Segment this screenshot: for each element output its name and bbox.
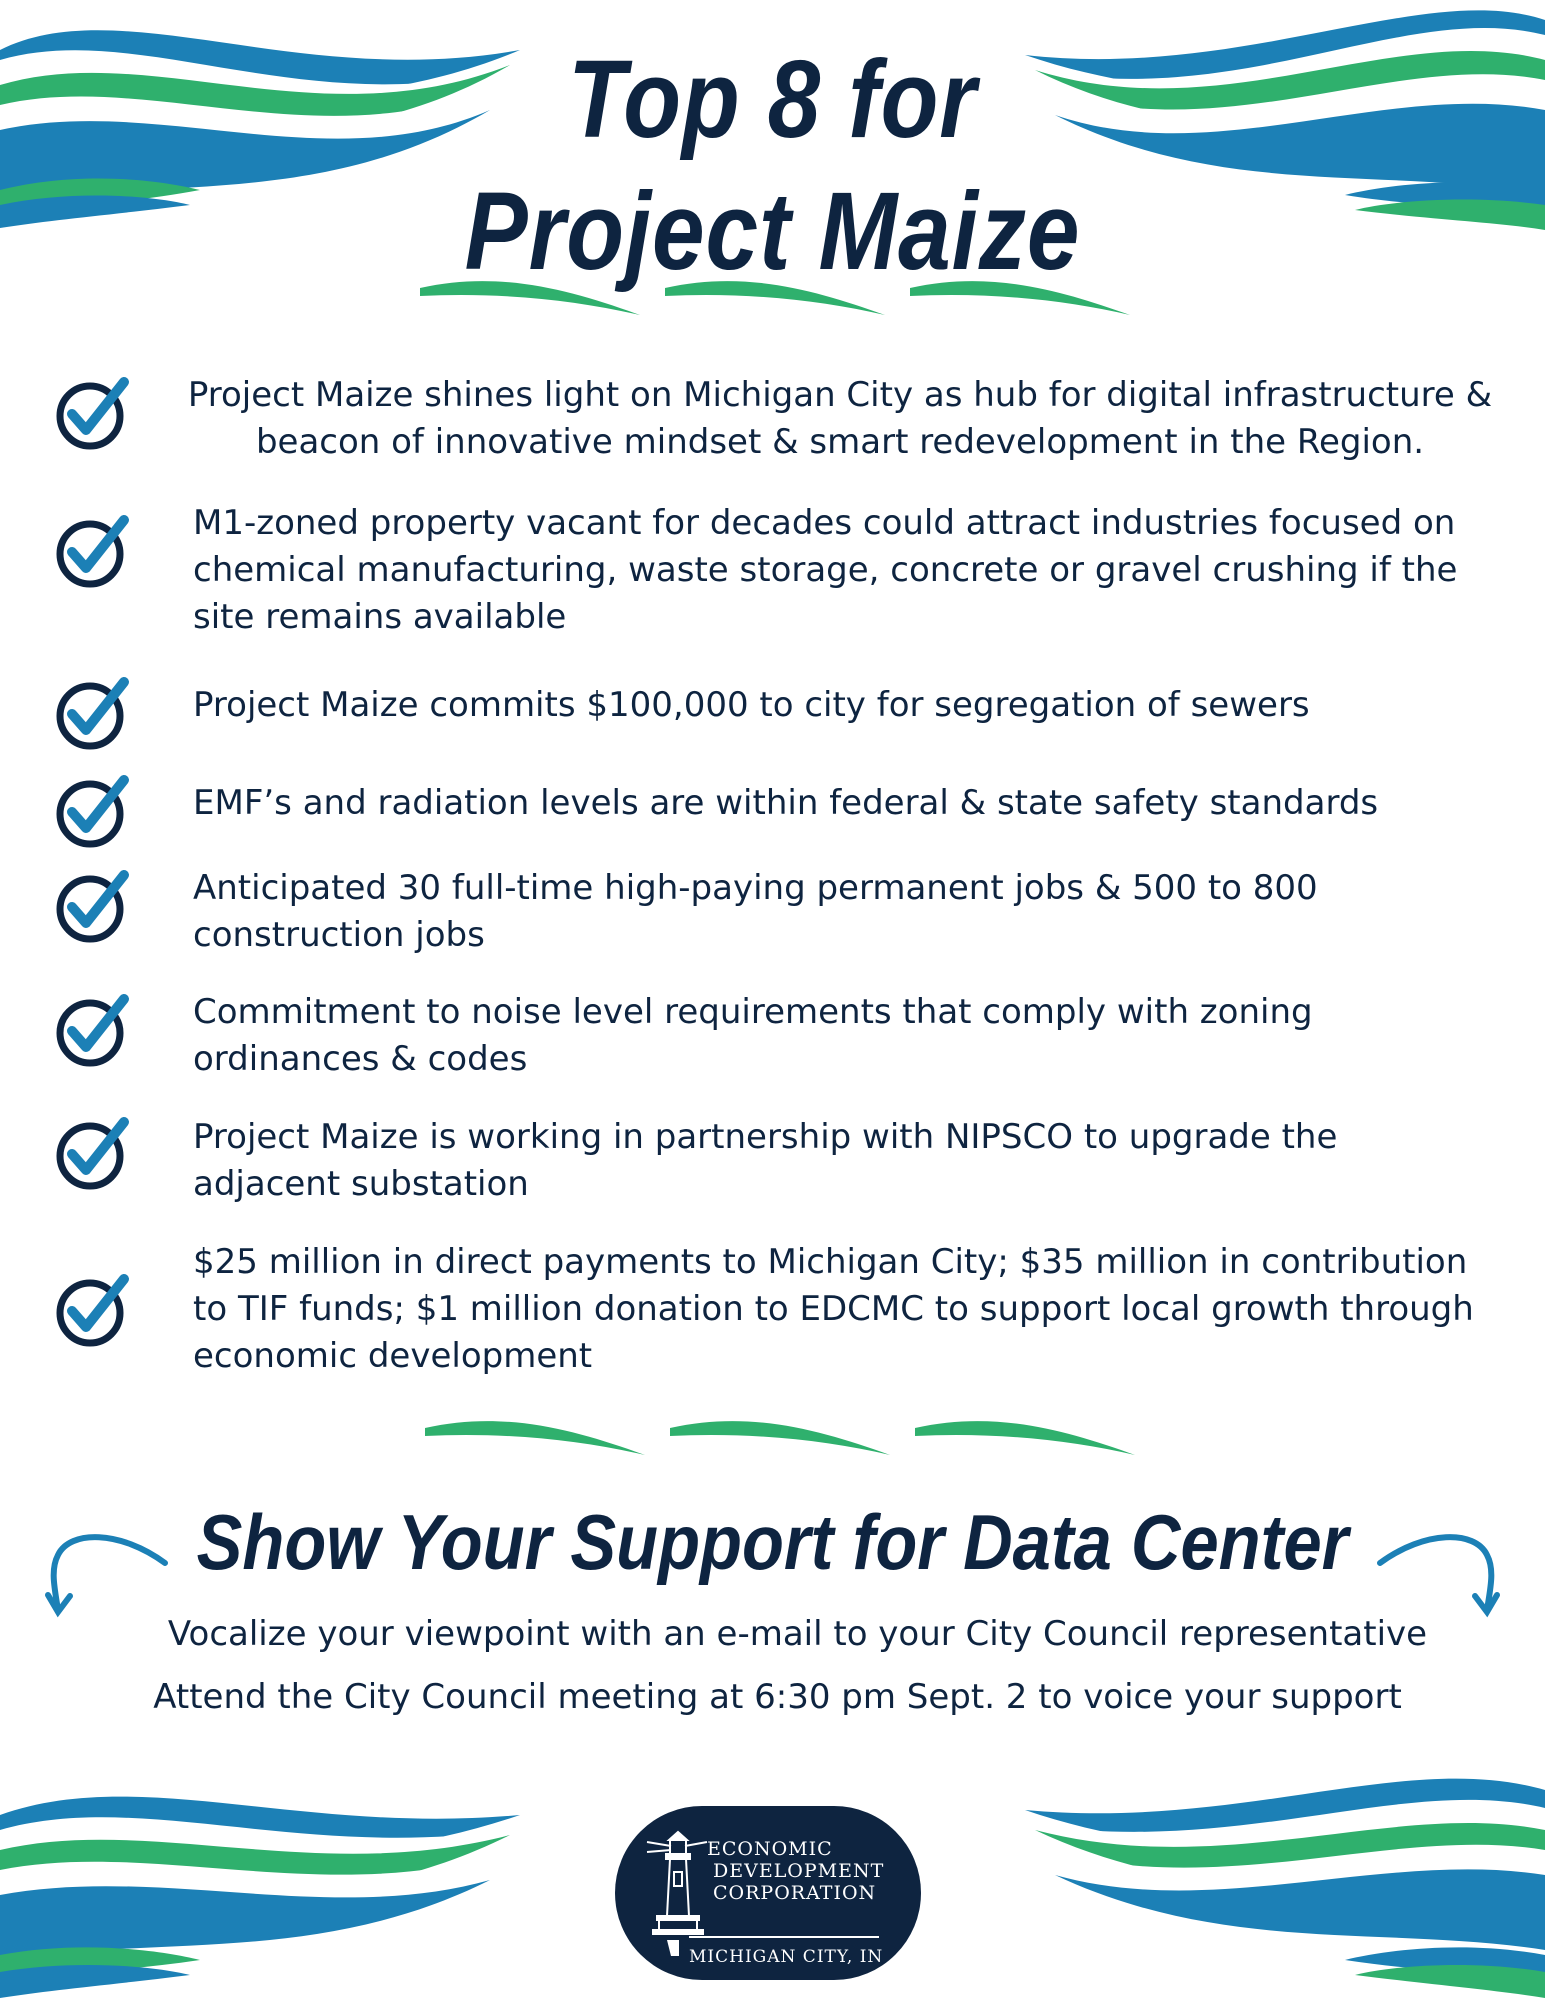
logo-divider — [689, 1936, 879, 1938]
list-item-text: $25 million in direct payments to Michigan City; $35 million in contribution to TIF funds; $1 million donation to EDCMC to support local growth through economic development — [193, 1242, 1474, 1376]
list-item-text: Anticipated 30 full-time high-paying permanent jobs & 500 to 800 construction jobs — [193, 868, 1318, 955]
list-item-text: EMF’s and radiation levels are within federal & state safety standards — [193, 783, 1379, 823]
page-title-line1: Top 8 for — [568, 38, 977, 161]
wave-bottom-left — [0, 1797, 520, 1998]
list-item-text: Project Maize commits $100,000 to city for segregation of sewers — [193, 685, 1310, 725]
check-circle-icon — [52, 770, 132, 850]
check-circle-icon — [52, 672, 132, 752]
support-heading: Show Your Support for Data Center — [196, 1498, 1349, 1586]
check-circle-icon — [52, 1112, 132, 1192]
list-item-text: M1-zoned property vacant for decades could attract industries focused on chemical manufacturing, waste storage, concrete or gravel crushing if the site remains available — [193, 503, 1458, 637]
list-item-text: Project Maize shines light on Michigan City as hub for digital infrastructure & beacon of innovative mindset & smart redevelopment in the Region. — [187, 375, 1493, 462]
logo-text-line1: ECONOMIC — [707, 1838, 833, 1860]
logo-text-line2: DEVELOPMENT — [713, 1860, 885, 1882]
check-circle-icon — [52, 510, 132, 590]
edc-logo — [615, 1806, 921, 1980]
page-title-line2: Project Maize — [464, 170, 1081, 293]
list-item-text: Project Maize is working in partnership with NIPSCO to upgrade the adjacent substation — [193, 1117, 1338, 1204]
logo-text-location: MICHIGAN CITY, IN — [689, 1947, 884, 1967]
support-line-email: Vocalize your viewpoint with an e-mail to your City Council representative — [167, 1614, 1428, 1654]
squiggles-bottom — [425, 1421, 1135, 1455]
logo-text-line3: CORPORATION — [713, 1882, 877, 1904]
lighthouse-icon — [645, 1828, 709, 1958]
check-circle-icon — [52, 989, 132, 1069]
check-circle-icon — [52, 1269, 132, 1349]
list-item-text: Commitment to noise level requirements that comply with zoning ordinances & codes — [193, 992, 1313, 1079]
wave-bottom-right — [1025, 1779, 1545, 1998]
check-circle-icon — [52, 372, 132, 452]
check-circle-icon — [52, 865, 132, 945]
support-line-meeting: Attend the City Council meeting at 6:30 pm Sept. 2 to voice your support — [153, 1677, 1402, 1717]
